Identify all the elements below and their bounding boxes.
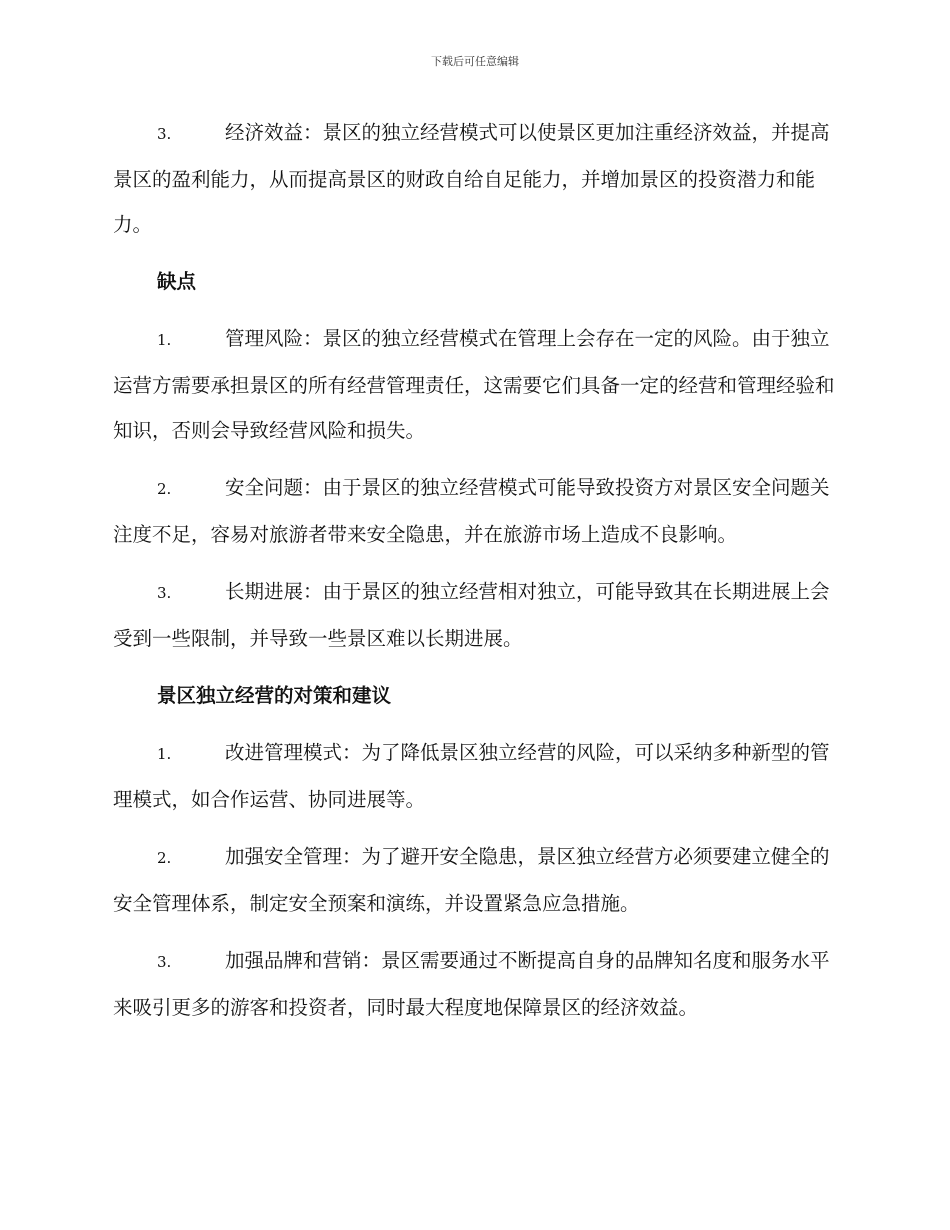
list-item-number: 3.: [157, 125, 172, 143]
list-item-text: 加强安全管理：为了避开安全隐患，景区独立经营方必须要建立健全的安全管理体系，制定安全预案和演练，并设置紧急应急措施。: [113, 845, 830, 915]
list-item: [113, 316, 835, 453]
page-header: 下载后可任意编辑: [431, 55, 519, 68]
list-item: [113, 569, 835, 661]
list-item-number: 3.: [157, 953, 172, 971]
list-item: [113, 465, 835, 557]
list-item-number: 2.: [157, 480, 172, 498]
list-item-number: 3.: [157, 584, 172, 602]
list-item-text: 经济效益：景区的独立经营模式可以使景区更加注重经济效益，并提高景区的盈利能力，从而提高景区的财政自给自足能力，并增加景区的投资潜力和能力。: [113, 121, 830, 236]
list-item: [113, 110, 835, 247]
list-item: [113, 730, 835, 822]
document-body: [113, 110, 835, 1042]
list-item-text: 安全问题：由于景区的独立经营模式可能导致投资方对景区安全问题关注度不足，容易对旅游者带来安全隐患，并在旅游市场上造成不良影响。: [113, 476, 830, 546]
list-item-text: 加强品牌和营销：景区需要通过不断提高自身的品牌知名度和服务水平来吸引更多的游客和投资者，同时最大程度地保障景区的经济效益。: [113, 949, 830, 1019]
list-item: [113, 834, 835, 926]
section-heading-countermeasures: 景区独立经营的对策和建议: [157, 684, 392, 707]
list-item-number: 1.: [157, 331, 172, 349]
list-item-text: 管理风险：景区的独立经营模式在管理上会存在一定的风险。由于独立运营方需要承担景区的所有经营管理责任，这需要它们具备一定的经营和管理经验和知识，否则会导致经营风险和损失。: [113, 327, 835, 442]
list-item-text: 改进管理模式：为了降低景区独立经营的风险，可以采纳多种新型的管理模式，如合作运营、协同进展等。: [113, 741, 830, 811]
section-heading-disadvantages: 缺点: [157, 270, 197, 293]
list-item-number: 2.: [157, 849, 172, 867]
list-item: [113, 938, 835, 1030]
list-item-number: 1.: [157, 745, 172, 763]
list-item-text: 长期进展：由于景区的独立经营相对独立，可能导致其在长期进展上会受到一些限制，并导致一些景区难以长期进展。: [113, 580, 830, 650]
